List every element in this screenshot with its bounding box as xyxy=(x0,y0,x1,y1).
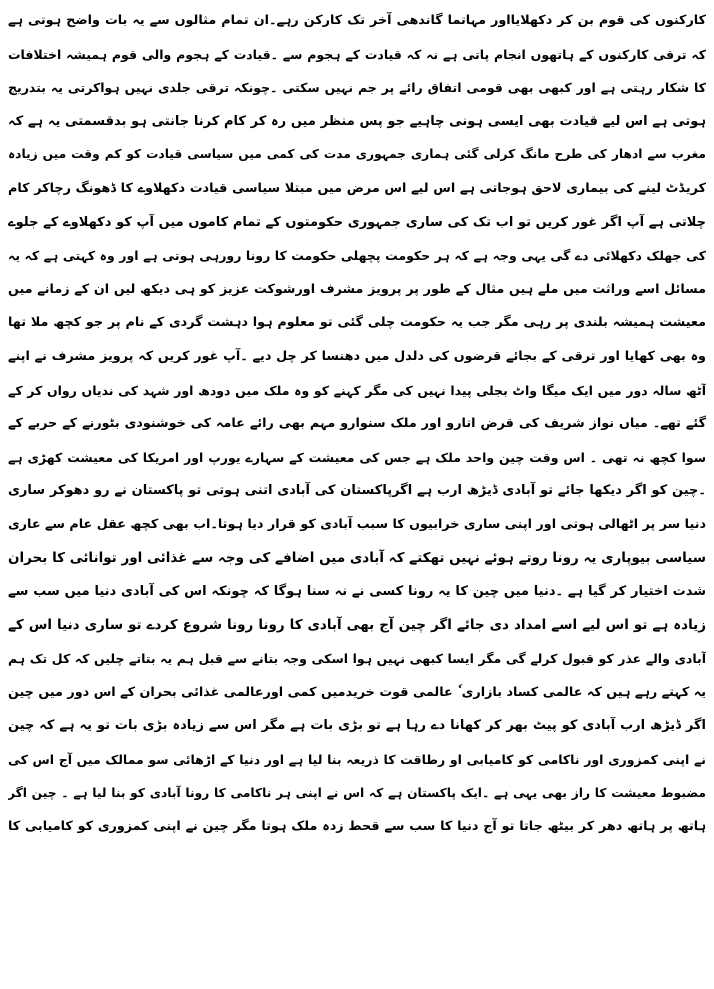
text-line: شدت اختیار کر گیا ہے ۔دنیا میں چین کا یہ رونا کسی نے نہ سنا ہوگا کہ چونکہ اس کی آبادی دنیا میں سب سے xyxy=(8,584,706,600)
text-line: آبادی والے عذر کو قبول کرلے گی مگر ایسا کبھی نہیں ہوا اسکی وجہ بتانے سے قبل ہم یہ بتاتے چلیں کہ کل تک ہم xyxy=(8,651,706,667)
text-line: اگر ڈیڑھ ارب آبادی کو پیٹ بھر کر کھانا دے رہا ہے تو بڑی بات ہے مگر اس سے زیادہ بڑی بات تو یہ ہے کہ چین xyxy=(8,718,706,734)
text-line: مضبوط معیشت کا راز بھی یہی ہے ۔ایک پاکستان ہے کہ اس نے اپنی ہر ناکامی کا رونا آبادی کو بنا لیا ہے ۔ چین اگر xyxy=(8,785,706,800)
urdu-paragraph xyxy=(8,4,706,844)
text-line: مغرب سے ادھار کی طرح مانگ کرلی گئی ہماری جمہوری مدت کی کمی میں سیاسی قیادت کو کم وقت میں زیادہ xyxy=(8,147,706,162)
text-line: ۔چین کو اگر دیکھا جائے تو آبادی ڈیڑھ ارب ہے اگرپاکستان کی آبادی اتنی ہوتی تو پاکستان نے رو دھوکر ساری xyxy=(8,483,706,499)
text-line: نے اپنی کمزوری اور ناکامی کو کامیابی او رطاقت کا ذریعہ بنا لیا ہے اور دنیا کے اڑھائی سو ممالک میں آج اس کی xyxy=(8,752,706,768)
text-line: گئے تھے۔ میاں نواز شریف کی قرض اتارو اور ملک سنوارو مہم بھی رائے عامہ کی خوشنودی بٹورنے کے حربے کے xyxy=(8,416,706,432)
text-line: کی جھلک دکھلائی دے گی یہی وجہ ہے کہ ہر حکومت پچھلی حکومت کا رونا رورہی ہوتی ہے اور وہ کہتی ہے کہ یہ xyxy=(8,248,706,264)
text-line: سوا کچھ نہ تھی ۔ اس وقت چین واحد ملک ہے جس کی معیشت کے سہارے یورپ اور امریکا کی معیشت کھڑی ہے xyxy=(8,449,706,465)
text-line: دنیا سر پر اٹھالی ہوتی اور اپنی ساری خرابیوں کا سبب آبادی کو قرار دیا ہوتا۔اب بھی کچھ عقل عام سے عاری xyxy=(8,516,706,532)
text-line: کہ ترقی کارکنوں کے ہاتھوں انجام پاتی ہے نہ کہ قیادت کے ہجوم سے ۔قیادت کے ہجوم والی قوم ہمیشہ اختلافات xyxy=(8,46,706,62)
text-line: وہ بھی کھایا اور ترقی کے بجائے قرضوں کی دلدل میں دھنسا کر چل دیے ۔آپ غور کریں کہ پرویز مشرف نے اپنے xyxy=(8,348,706,364)
text-line: ہوتی ہے اس لیے قیادت بھی ایسی ہونی چاہیے جو پس منظر میں رہ کر کام کرنا جانتی ہو بدقسمتی یہ ہے کہ xyxy=(8,113,706,129)
text-line: مسائل اسے وراثت میں ملے ہیں مثال کے طور پر پرویز مشرف اورشوکت عزیز کو ہی دیکھ لیں ان کے زمانے میں xyxy=(8,281,706,297)
text-line: کریڈٹ لینے کی بیماری لاحق ہوجاتی ہے اس لیے اس مرض میں مبتلا سیاسی قیادت دکھلاوے کا ڈھونگ رچاکر کام xyxy=(8,180,706,196)
text-line: آٹھ سالہ دور میں ایک میگا واٹ بجلی پیدا نہیں کی مگر کہنے کو وہ ملک میں دودھ اور شہد کی ندیاں رواں کر کے xyxy=(8,382,706,398)
text-line: چلاتی ہے آپ اگر غور کریں تو اب تک کی ساری جمہوری حکومتوں کے تمام کاموں میں آپ کو دکھلاوے کے جلوے xyxy=(8,214,706,230)
text-line: یہ کہتے رہے ہیں کہ عالمی کساد بازاری ٗ عالمی قوت خریدمیں کمی اورعالمی غذائی بحران کے اس دور میں چین xyxy=(8,684,706,700)
text-line: سیاسی بیوپاری یہ رونا روتے ہوئے نہیں تھکتے کہ آبادی میں اضافے کی وجہ سے غذائی اور توانائی کا بحران xyxy=(8,549,706,566)
text-line: زیادہ ہے تو اس لیے اسے امداد دی جائے اگر چین آج بھی آبادی کا رونا رونا شروع کردے تو ساری دنیا اس کے xyxy=(8,616,706,633)
text-line: کارکنوں کی قوم بن کر دکھلایااور مہاتما گاندھی آخر تک کارکن رہے۔ان تمام مثالوں سے یہ بات واضح ہوتی ہے xyxy=(8,13,706,28)
text-line: معیشت ہمیشہ بلندی پر رہی مگر جب یہ حکومت چلی گئی تو معلوم ہوا دہشت گردی کے نام پر جو کچھ ملا تھا xyxy=(8,315,706,331)
text-line: ہاتھ پر ہاتھ دھر کر بیٹھ جاتا تو آج دنیا کا سب سے قحط زدہ ملک ہوتا مگر چین نے اپنی کمزوری کو کامیابی کا xyxy=(8,819,706,835)
text-line: کا شکار رہتی ہے اور کبھی بھی قومی اتفاق رائے پر جم نہیں سکتی ۔چونکہ ترقی جلدی نہیں ہواکرتی یہ بتدریج xyxy=(8,80,706,96)
